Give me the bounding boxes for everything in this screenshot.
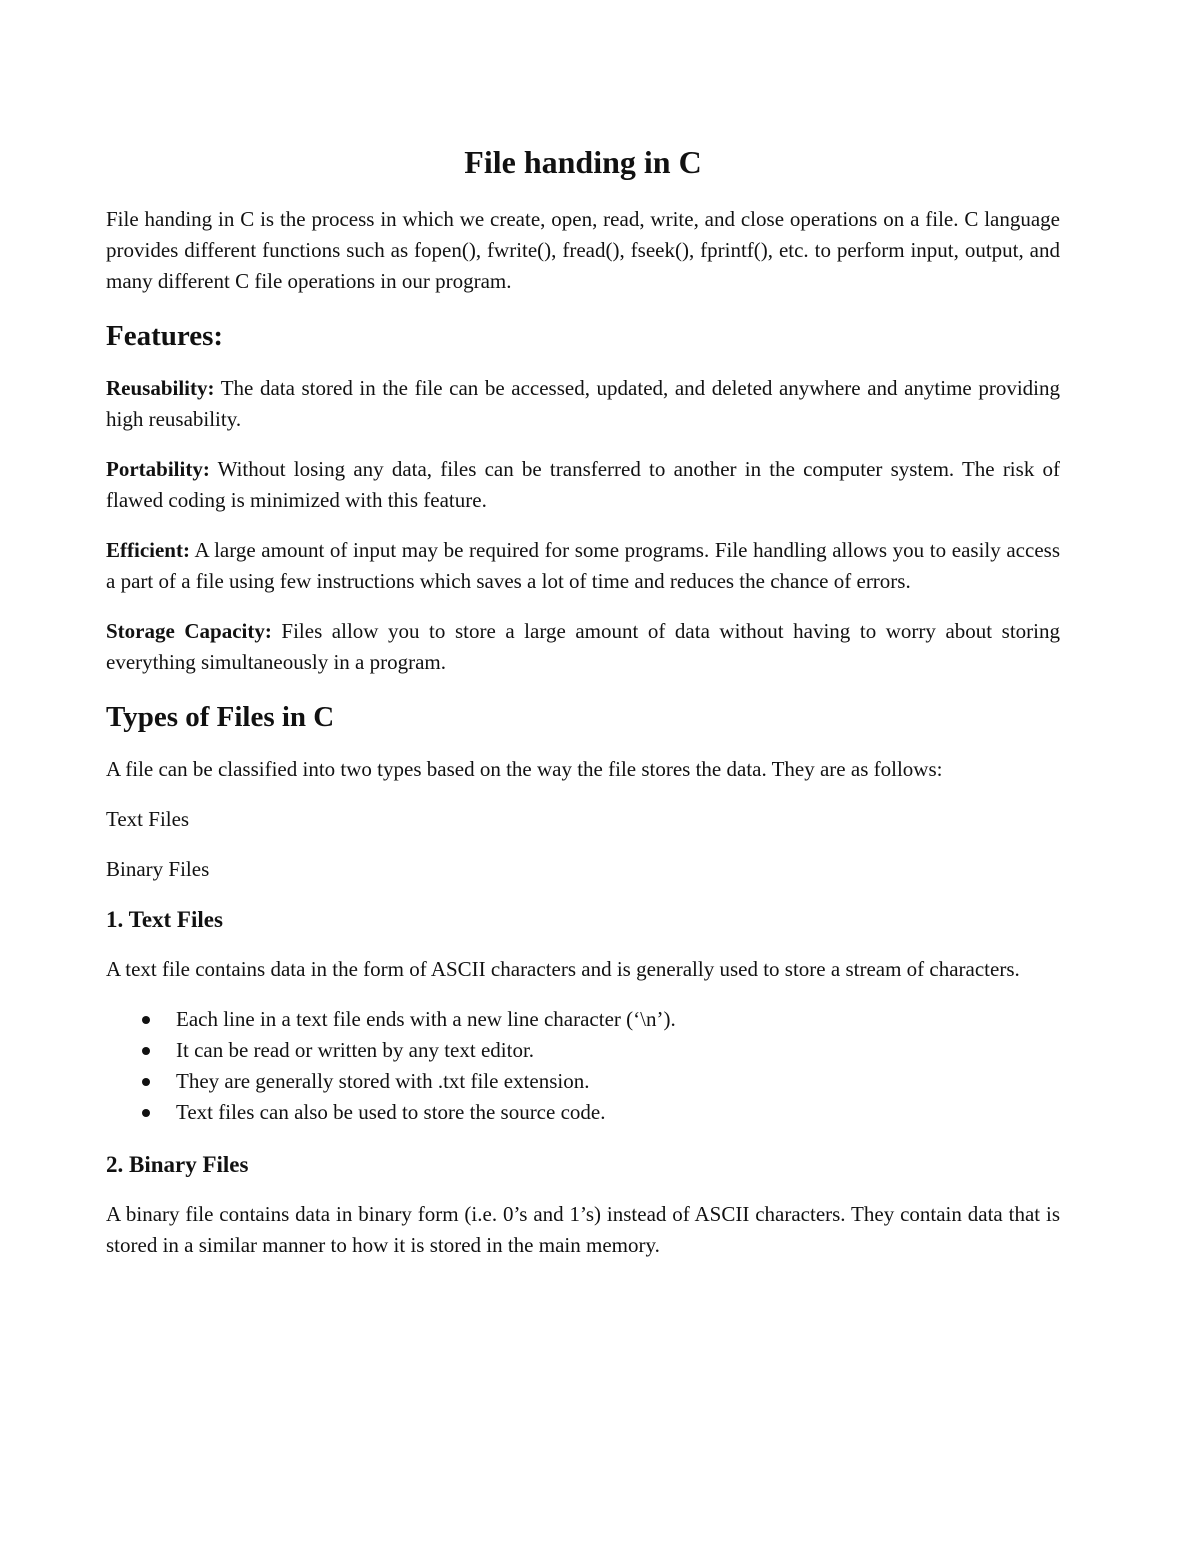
list-item-text: Text files can also be used to store the source code. [176,1100,606,1124]
list-item [106,1004,1060,1035]
feature-term: Portability: [106,457,210,481]
features-heading: Features: [106,320,224,352]
list-item-text: Each line in a text file ends with a new line character (‘\n’). [176,1007,676,1031]
binary-files-description: A binary file contains data in binary form (i.e. 0’s and 1’s) instead of ASCII characters. They contain data that is stored in a similar manner to how it is stored in the main memory. [106,1202,1060,1257]
feature-portability [106,454,1060,516]
feature-efficient [106,535,1060,597]
document-page [106,140,1060,1280]
feature-term: Reusability: [106,376,215,400]
feature-text: A large amount of input may be required for some programs. File handling allows you to easily access a part of a file using few instructions which saves a lot of time and reduces the chance of errors. [106,538,1060,593]
feature-term: Efficient: [106,538,190,562]
text-files-description: A text file contains data in the form of ASCII characters and is generally used to store a stream of characters. [106,957,1020,981]
list-item [106,1097,1060,1128]
bullet-icon [142,1078,150,1086]
types-heading: Types of Files in C [106,701,335,733]
feature-reusability [106,373,1060,435]
binary-files-heading: 2. Binary Files [106,1152,249,1177]
text-files-bullet-list [106,1004,1060,1128]
feature-text: The data stored in the file can be accessed, updated, and deleted anywhere and anytime providing high reusability. [106,376,1060,431]
text-files-heading: 1. Text Files [106,907,223,932]
feature-text: Files allow you to store a large amount of data without having to worry about storing everything simultaneously in a program. [106,619,1060,674]
bullet-icon [142,1109,150,1117]
intro-paragraph: File handing in C is the process in which we create, open, read, write, and close operations on a file. C language provides different functions such as fopen(), fwrite(), fread(), fseek(), fprintf(), etc. to perform input, output, and many different C file operations in our program. [106,207,1060,293]
feature-storage-capacity [106,616,1060,678]
document-title: File handing in C [464,144,702,180]
types-list-item: Text Files [106,807,190,831]
feature-term: Storage Capacity: [106,619,272,643]
bullet-icon [142,1047,150,1055]
list-item-text: It can be read or written by any text editor. [176,1038,535,1062]
list-item [106,1035,1060,1066]
types-list-item: Binary Files [106,857,210,881]
feature-text: Without losing any data, files can be transferred to another in the computer system. The risk of flawed coding is minimized with this feature. [106,457,1060,512]
types-intro: A file can be classified into two types based on the way the file stores the data. They are as follows: [106,757,943,781]
list-item-text: They are generally stored with .txt file extension. [176,1069,590,1093]
list-item [106,1066,1060,1097]
bullet-icon [142,1016,150,1024]
